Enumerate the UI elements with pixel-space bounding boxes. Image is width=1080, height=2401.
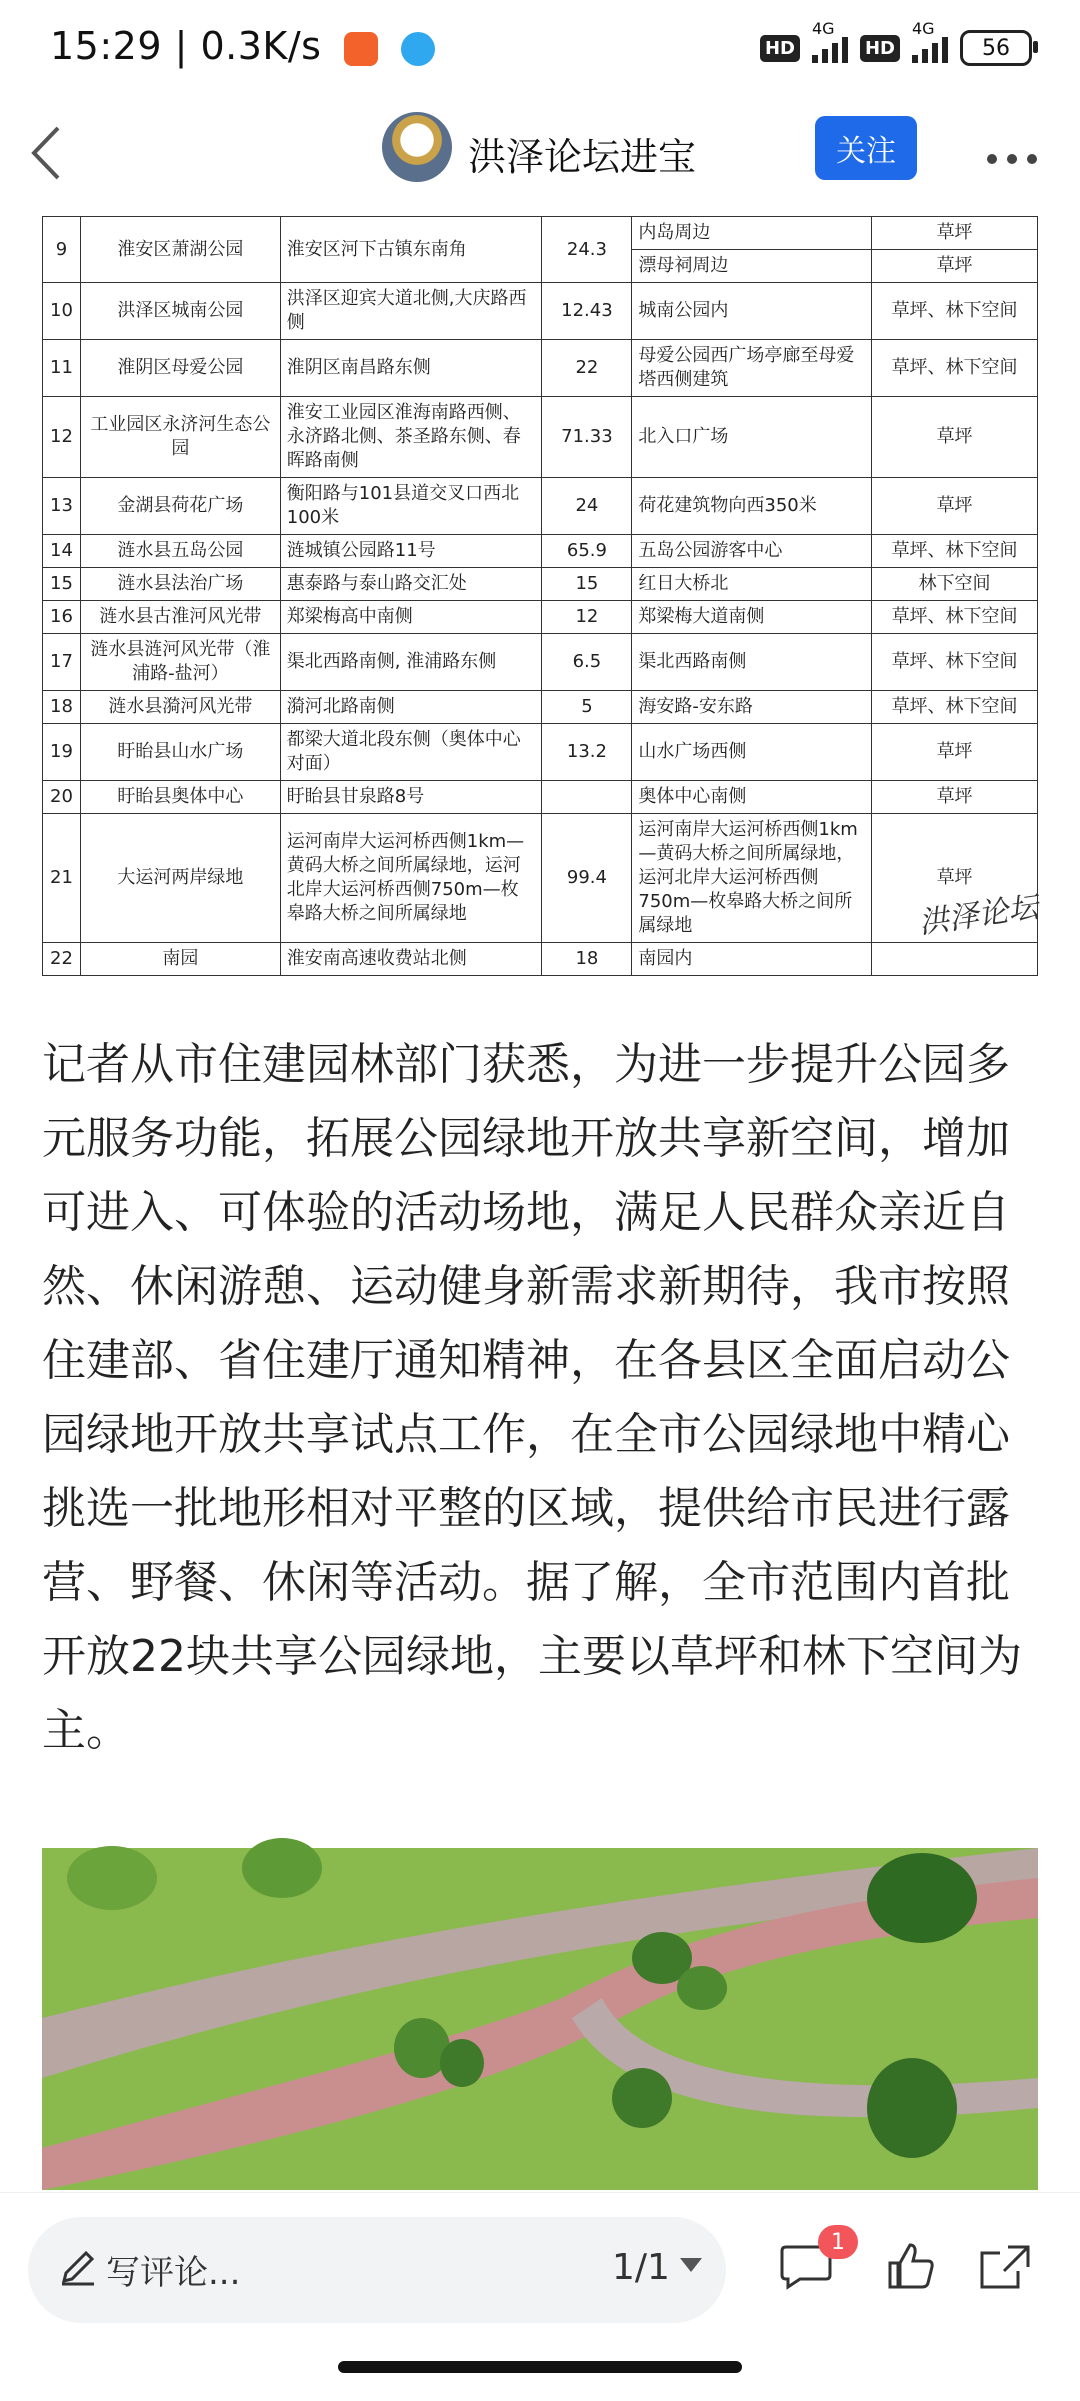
table-cell-name: 金湖县荷花广场 xyxy=(80,478,280,535)
table-cell-loc: 都梁大道北段东侧（奥体中心对面） xyxy=(280,724,542,781)
hd-icon: HD xyxy=(760,35,800,62)
table-row xyxy=(43,283,1038,340)
table-cell-type: 草坪 xyxy=(872,397,1038,478)
table-cell-name: 涟水县古淮河风光带 xyxy=(80,601,280,634)
table-cell-loc: 盱眙县甘泉路8号 xyxy=(280,781,542,814)
table-cell-type: 草坪 xyxy=(872,250,1038,283)
table-cell-no: 16 xyxy=(43,601,81,634)
status-bar xyxy=(0,0,1080,100)
table-cell-type xyxy=(872,943,1038,976)
table-cell-name: 淮阴区母爱公园 xyxy=(80,340,280,397)
chevron-left-icon[interactable] xyxy=(26,122,66,194)
table-cell-place: 红日大桥北 xyxy=(632,568,872,601)
table-cell-place: 城南公园内 xyxy=(632,283,872,340)
status-time: 15:29 | 0.3K/s xyxy=(50,24,435,68)
table-cell-place: 郑梁梅大道南侧 xyxy=(632,601,872,634)
table-cell-area: 6.5 xyxy=(542,634,632,691)
table-cell-name: 涟水县法治广场 xyxy=(80,568,280,601)
table-cell-area: 99.4 xyxy=(542,814,632,943)
caret-down-icon[interactable] xyxy=(678,2255,704,2279)
table-cell-place: 奥体中心南侧 xyxy=(632,781,872,814)
battery-icon: 56 xyxy=(960,30,1032,66)
table-cell-place: 北入口广场 xyxy=(632,397,872,478)
watermark-logo: 洪泽论坛 xyxy=(916,889,1041,942)
table-row xyxy=(43,397,1038,478)
table-cell-name: 大运河两岸绿地 xyxy=(80,814,280,943)
table-cell-area: 22 xyxy=(542,340,632,397)
table-cell-area: 18 xyxy=(542,943,632,976)
page-title[interactable]: 洪泽论坛进宝 xyxy=(468,135,697,179)
table-cell-area xyxy=(542,781,632,814)
table-cell-type: 草坪、林下空间 xyxy=(872,634,1038,691)
home-indicator[interactable] xyxy=(338,2361,742,2373)
table-cell-area: 15 xyxy=(542,568,632,601)
table-cell-no: 13 xyxy=(43,478,81,535)
table-cell-name: 涟水县五岛公园 xyxy=(80,535,280,568)
table-cell-place: 母爱公园西广场亭廊至母爱塔西侧建筑 xyxy=(632,340,872,397)
table-cell-name: 涟水县涟河风光带（淮浦路-盐河） xyxy=(80,634,280,691)
follow-button[interactable]: 关注 xyxy=(815,116,917,180)
table-cell-area: 13.2 xyxy=(542,724,632,781)
table-cell-place: 五岛公园游客中心 xyxy=(632,535,872,568)
title-bar xyxy=(0,100,1080,210)
table-cell-place: 南园内 xyxy=(632,943,872,976)
table-row xyxy=(43,478,1038,535)
table-cell-place: 山水广场西侧 xyxy=(632,724,872,781)
table-cell-place: 漂母祠周边 xyxy=(632,250,872,283)
thumbs-up-icon[interactable] xyxy=(886,2241,936,2295)
table-cell-loc: 衡阳路与101县道交叉口西北100米 xyxy=(280,478,542,535)
table-cell-name: 盱眙县奥体中心 xyxy=(80,781,280,814)
bottom-bar xyxy=(0,2192,1080,2401)
table-cell-place: 渠北西路南侧 xyxy=(632,634,872,691)
status-indicators xyxy=(760,19,1032,66)
table-cell-type: 草坪、林下空间 xyxy=(872,535,1038,568)
table-cell-no: 10 xyxy=(43,283,81,340)
table-cell-loc: 漪河北路南侧 xyxy=(280,691,542,724)
table-cell-place: 运河南岸大运河桥西侧1km—黄码大桥之间所属绿地，运河北岸大运河桥西侧750m—枚皋路大桥之间所属绿地 xyxy=(632,814,872,943)
table-cell-no: 11 xyxy=(43,340,81,397)
table-cell-area: 12.43 xyxy=(542,283,632,340)
table-cell-place: 荷花建筑物向西350米 xyxy=(632,478,872,535)
table-cell-no: 20 xyxy=(43,781,81,814)
table-cell-name: 工业园区永济河生态公园 xyxy=(80,397,280,478)
table-cell-place: 内岛周边 xyxy=(632,217,872,250)
table-row xyxy=(43,217,1038,250)
table-cell-loc: 淮安工业园区淮海南路西侧、永济路北侧、茶圣路东侧、春晖路南侧 xyxy=(280,397,542,478)
table-cell-type: 草坪 xyxy=(872,724,1038,781)
table-cell-no: 17 xyxy=(43,634,81,691)
table-cell-area: 24.3 xyxy=(542,217,632,283)
table-cell-type: 草坪、林下空间 xyxy=(872,283,1038,340)
table-cell-name: 南园 xyxy=(80,943,280,976)
comment-count-badge: 1 xyxy=(818,2225,858,2259)
table-row xyxy=(43,601,1038,634)
comment-placeholder: 写评论... xyxy=(106,2253,241,2293)
parks-table xyxy=(42,216,1038,969)
comment-input[interactable] xyxy=(28,2217,726,2323)
table-row xyxy=(43,814,1038,943)
more-dots-icon[interactable] xyxy=(986,130,1038,176)
table-row xyxy=(43,781,1038,814)
table-cell-name: 洪泽区城南公园 xyxy=(80,283,280,340)
table-cell-type: 草坪、林下空间 xyxy=(872,601,1038,634)
table-cell-type: 草坪、林下空间 xyxy=(872,340,1038,397)
table-row xyxy=(43,691,1038,724)
table-cell-area: 65.9 xyxy=(542,535,632,568)
table-cell-type: 草坪 xyxy=(872,217,1038,250)
table-cell-name: 涟水县漪河风光带 xyxy=(80,691,280,724)
table-row xyxy=(43,340,1038,397)
article-paragraph: 记者从市住建园林部门获悉，为进一步提升公园多元服务功能，拓展公园绿地开放共享新空间，增加可进入、可体验的活动场地，满足人民群众亲近自然、休闲游憩、运动健身新需求新期待，我市按照住建部、省住建厅通知精神，在各县区全面启动公园绿地开放共享试点工作，在全市公园绿地中精心挑选一批地形相对平整的区域，提供给市民进行露营、野餐、休闲等活动。据了解，全市范围内首批开放22块共享公园绿地，主要以草坪和林下空间为主。 xyxy=(42,1039,1022,1756)
table-cell-no: 12 xyxy=(43,397,81,478)
share-icon[interactable] xyxy=(978,2241,1032,2295)
table-row xyxy=(43,568,1038,601)
table-cell-no: 15 xyxy=(43,568,81,601)
table-cell-name: 淮安区萧湖公园 xyxy=(80,217,280,283)
signal-icon: 4G xyxy=(812,33,848,63)
table-cell-loc: 运河南岸大运河桥西侧1km—黄码大桥之间所属绿地，运河北岸大运河桥西侧750m—枚皋路大桥之间所属绿地 xyxy=(280,814,542,943)
table-cell-type: 草坪、林下空间 xyxy=(872,691,1038,724)
table-cell-area: 5 xyxy=(542,691,632,724)
table-cell-loc: 渠北西路南侧, 淮浦路东侧 xyxy=(280,634,542,691)
page-indicator[interactable]: 1/1 xyxy=(612,2247,670,2288)
table-cell-area: 24 xyxy=(542,478,632,535)
avatar[interactable] xyxy=(382,112,452,182)
table-cell-type: 草坪 xyxy=(872,781,1038,814)
pen-icon xyxy=(58,2247,98,2291)
table-cell-loc: 淮安区河下古镇东南角 xyxy=(280,217,542,283)
app-notification-icon-2 xyxy=(401,32,435,66)
table-cell-loc: 淮阴区南昌路东侧 xyxy=(280,340,542,397)
table-cell-no: 21 xyxy=(43,814,81,943)
table-cell-no: 22 xyxy=(43,943,81,976)
table-cell-area: 12 xyxy=(542,601,632,634)
park-photo xyxy=(42,1848,1038,2190)
table-row xyxy=(43,535,1038,568)
table-row xyxy=(43,943,1038,976)
table-cell-type: 草坪 xyxy=(872,478,1038,535)
table-cell-type: 草坪 xyxy=(872,814,1038,943)
table-cell-loc: 惠泰路与泰山路交汇处 xyxy=(280,568,542,601)
table-cell-loc: 郑梁梅高中南侧 xyxy=(280,601,542,634)
table-cell-no: 9 xyxy=(43,217,81,283)
table-cell-no: 14 xyxy=(43,535,81,568)
hd-icon-2: HD xyxy=(860,35,900,62)
signal-icon-2: 4G xyxy=(912,33,948,63)
table-cell-loc: 洪泽区迎宾大道北侧,大庆路西侧 xyxy=(280,283,542,340)
table-cell-loc: 涟城镇公园路11号 xyxy=(280,535,542,568)
app-notification-icon xyxy=(344,32,378,66)
table-cell-name: 盱眙县山水广场 xyxy=(80,724,280,781)
table-cell-area: 71.33 xyxy=(542,397,632,478)
table-row xyxy=(43,724,1038,781)
table-cell-no: 18 xyxy=(43,691,81,724)
table-cell-place: 海安路-安东路 xyxy=(632,691,872,724)
table-row xyxy=(43,634,1038,691)
table-cell-loc: 淮安南高速收费站北侧 xyxy=(280,943,542,976)
table-cell-no: 19 xyxy=(43,724,81,781)
table-cell-type: 林下空间 xyxy=(872,568,1038,601)
